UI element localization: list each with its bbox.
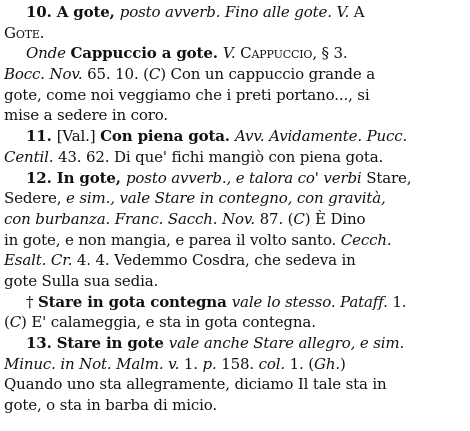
- text-run: ) E' calameggia, e sta in gota contegna.: [21, 313, 316, 332]
- text-run: Minuc. in Not. Malm. v.: [4, 354, 184, 373]
- text-run: [Val.]: [56, 127, 101, 146]
- text-run: Cecch.: [340, 230, 392, 249]
- text-run: Sedere,: [4, 189, 67, 208]
- entry-13-line-3: [4, 374, 466, 395]
- entry-11-line-1: [4, 126, 466, 147]
- entry-12-sub-line-1: [4, 292, 466, 313]
- text-run: †: [26, 292, 38, 311]
- text-run: col.: [258, 354, 290, 373]
- text-run: 10. A gote,: [26, 3, 120, 21]
- text-run: 158.: [221, 354, 259, 373]
- text-run: posto avverb. Fino alle gote. V.: [119, 3, 354, 21]
- text-run: Onde: [26, 44, 71, 63]
- text-run: 12. In gote,: [26, 168, 126, 187]
- text-run: C: [293, 209, 305, 228]
- text-run: V.: [222, 44, 241, 63]
- entry-13-line-1: [4, 333, 466, 354]
- text-run: Stare,: [366, 168, 412, 187]
- text-run: (: [4, 313, 10, 332]
- entry-13-line-2: [4, 354, 466, 375]
- text-run: in gote, e non mangia, e parea il volto santo.: [4, 230, 341, 249]
- text-run: Gh.: [313, 354, 340, 373]
- entry-10-line-5: [4, 85, 466, 106]
- entry-10-line-1: [4, 2, 466, 23]
- text-run: Bocc. Nov.: [4, 65, 88, 84]
- text-run: Con piena gota.: [100, 127, 235, 146]
- text-run: 1.: [183, 354, 203, 373]
- text-run: 43. 62. Di que' fichi mangiò con piena gota.: [57, 147, 384, 166]
- text-run: 13. Stare in gote: [26, 334, 169, 352]
- text-run: vale anche Stare allegro, e sim.: [168, 334, 405, 352]
- text-run: 87. (: [259, 209, 294, 228]
- text-run: ) È Dino: [304, 209, 366, 228]
- text-run: Centil.: [4, 147, 58, 166]
- text-run: 65. 10. (: [87, 65, 149, 84]
- entry-12-line-1: [4, 168, 466, 189]
- text-run: , § 3.: [312, 44, 348, 63]
- entry-10-line-4: [4, 64, 466, 85]
- text-run: con burbanza. Franc. Sacch. Nov.: [4, 209, 260, 228]
- text-run: 4. 4. Vedemmo Cosdra, che sedeva in: [76, 251, 356, 270]
- text-run: Quando uno sta allegramente, diciamo Il tale sta in: [4, 375, 387, 394]
- entry-12-line-3: [4, 209, 466, 230]
- text-run: ) Con un cappuccio grande a: [160, 65, 375, 84]
- text-run: gote Sulla sua sedia.: [4, 271, 159, 290]
- text-run: e sim., vale Stare in contegno, con gravità,: [66, 189, 386, 208]
- entry-12-line-4: [4, 230, 466, 251]
- entry-11-line-2: [4, 147, 466, 168]
- entry-12-line-5: [4, 250, 466, 271]
- text-run: Stare in gota contegna: [37, 292, 232, 311]
- text-run: C: [148, 65, 161, 84]
- text-run: 1. (: [289, 354, 314, 373]
- text-run: vale lo stesso. Pataff.: [231, 292, 393, 311]
- entry-10-line-2: [4, 23, 466, 44]
- text-run: Gote.: [4, 23, 45, 42]
- text-run: gote, come noi veggiamo che i preti portano..., si: [4, 85, 370, 104]
- text-run: C: [9, 313, 22, 332]
- entry-12-sub-line-2: [4, 312, 466, 333]
- text-run: 1.: [392, 292, 407, 311]
- text-run: 11.: [26, 127, 57, 146]
- entry-13-line-4: [4, 395, 466, 416]
- text-run: Cappuccio a gote.: [70, 44, 223, 63]
- entry-10-line-6: [4, 105, 466, 126]
- entry-10-line-3: [4, 43, 466, 64]
- text-run: ): [339, 354, 346, 373]
- entry-12-line-6: [4, 271, 466, 292]
- text-run: posto avverb., e talora co' verbi: [125, 168, 367, 187]
- text-run: Esalt. Cr.: [4, 251, 77, 270]
- text-run: mise a sedere in coro.: [4, 106, 169, 125]
- text-run: gote, o sta in barba di micio.: [4, 396, 217, 415]
- entry-12-line-2: [4, 188, 466, 209]
- text-run: Avv. Avidamente. Pucc.: [234, 127, 408, 146]
- text-run: A: [353, 3, 365, 21]
- text-run: p.: [202, 354, 222, 373]
- text-run: Cappuccio: [240, 44, 313, 63]
